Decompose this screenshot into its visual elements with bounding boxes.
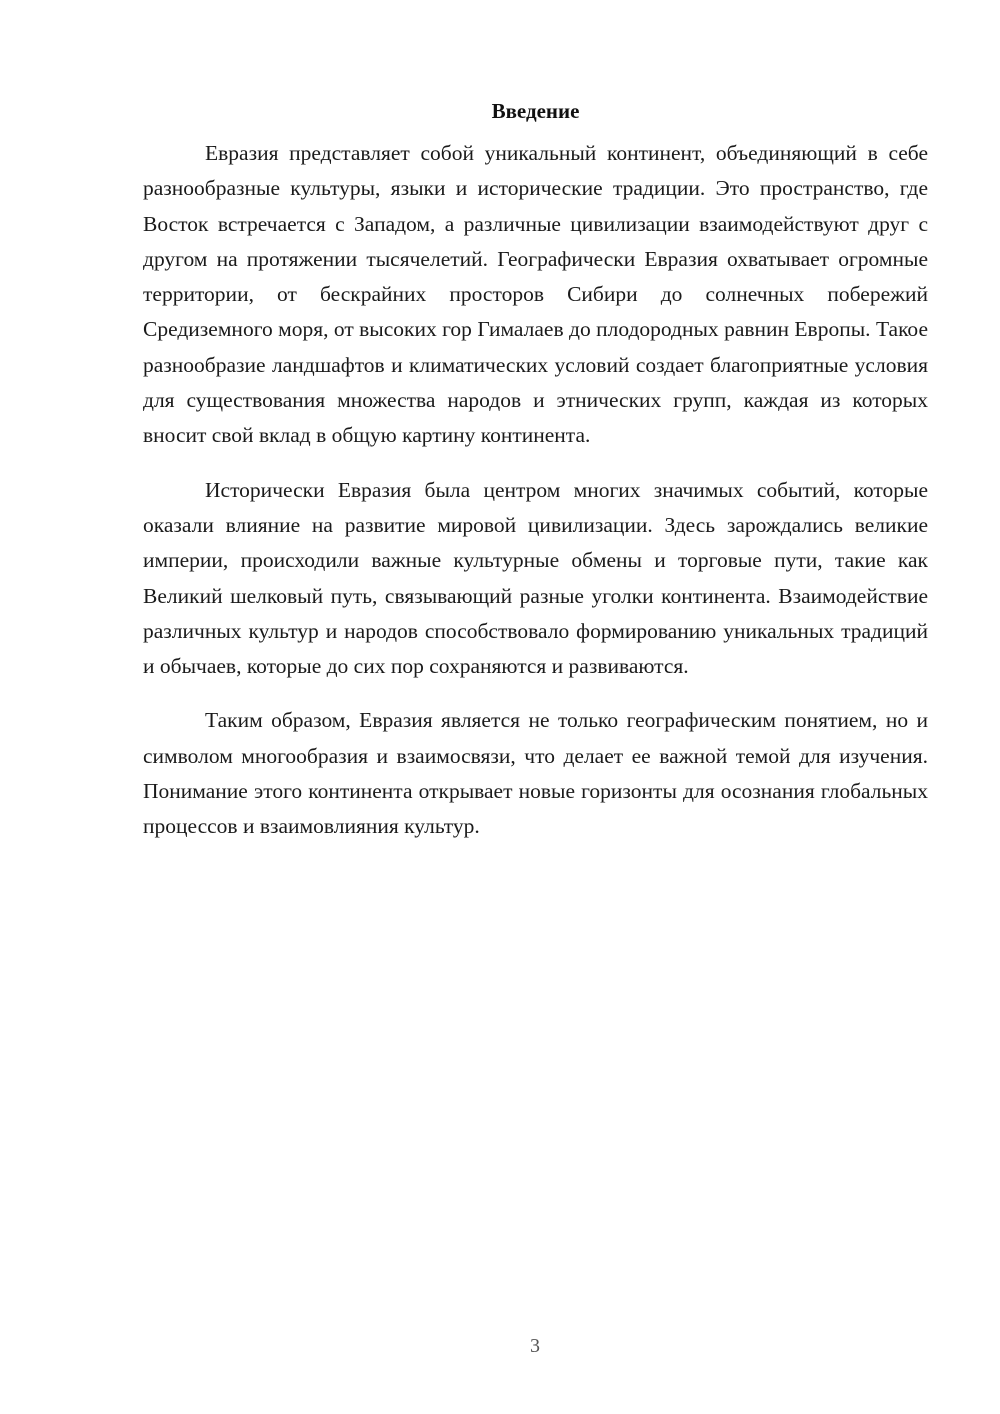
paragraph-2: Исторически Евразия была центром многих значимых событий, которые оказали влияние на развитие мировой цивилизации. Здесь зарождались великие империи, происходили важные культурные обмены и торговые пути, такие как Великий шелковый путь, связывающий разные уголки континента. Взаимодействие различных культур и народов способствовало формированию уникальных традиций и обычаев, которые до сих пор сохраняются и развиваются. [143,477,928,679]
page-content [143,98,928,845]
paragraph-3: Таким образом, Евразия является не только географическим понятием, но и символом многообразия и взаимосвязи, что делает ее важной темой для изучения. Понимание этого континента открывает новые горизонты для осознания глобальных процессов и взаимовлияния культур. [143,708,928,839]
page-number: 3 [530,1335,540,1357]
section-heading: Введение [491,99,580,123]
paragraph-1: Евразия представляет собой уникальный континент, объединяющий в себе разнообразные культуры, языки и исторические традиции. Это пространство, где Восток встречается с Западом, а различные цивилизации взаимодействуют друг с другом на протяжении тысячелетий. Географически Евразия охватывает огромные территории, от бескрайних просторов Сибири до солнечных побережий Средиземного моря, от высоких гор Гималаев до плодородных равнин Европы. Такое разнообразие ландшафтов и климатических условий создает благоприятные условия для существования множества народов и этнических групп, каждая из которых вносит свой вклад в общую картину континента. [143,141,928,448]
